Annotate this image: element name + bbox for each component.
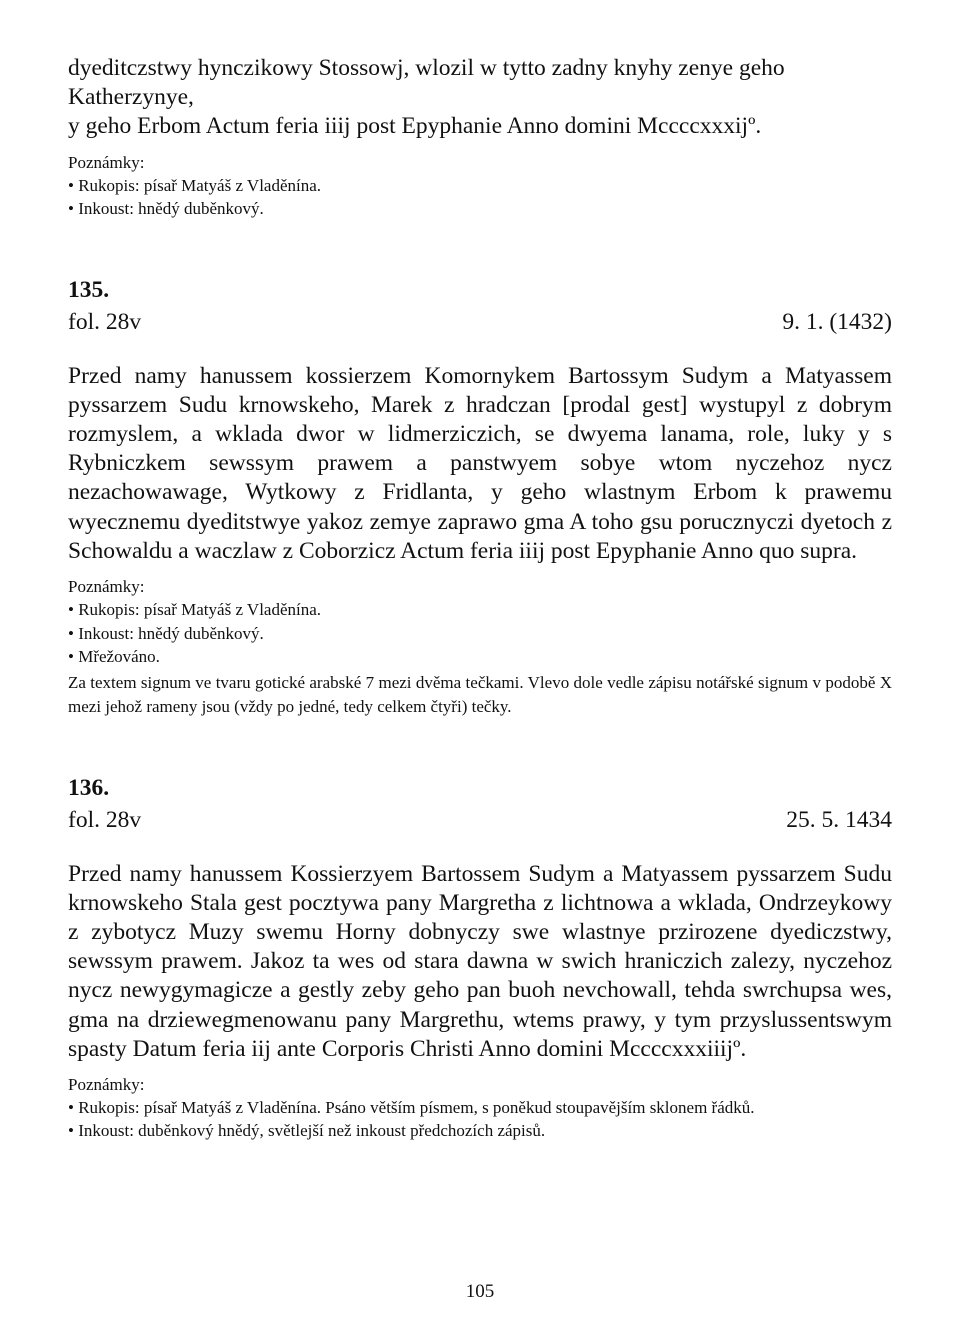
- entry-text: Przed namy hanussem Kossierzyem Bartossem Sudym a Matyassem pyssarzem Sudu krnowskeho Stala gest pocztywa pany Margretha z lichtnowa a wklada, Ondrzeykowy z zybotycz Muzy swemu Horny dobnyczy swe wlastnye przirozene dyediczstwy, sewssym prawem. Jakoz ta wes od stara dawna w swich hraniczich zalezy, nyczehoz nycz newygymagicze a gestly zeby geho pan buoh nevchowall, tehda swrchupsa wes, gma na drziewegmenowanu pany Margrethu, wtems prawy, y tym przyslussentswym spasty Datum feria iij ante Corporis Christi Anno domini Mccccxxxiiijº.: [68, 860, 892, 1062]
- note-paragraph: Za textem signum ve tvaru gotické arabské 7 mezi dvěma tečkami. Vlevo dole vedle zápisu notářské signum v podobě X mezi jehož rameny jsou (vždy po jedné, tedy celkem čtyři) tečky.: [68, 672, 892, 716]
- page-number: 105: [465, 1281, 495, 1302]
- note-item: • Inkoust: hnědý duběnkový.: [68, 622, 892, 646]
- note-item: • Rukopis: písař Matyáš z Vladěnína.: [68, 174, 892, 198]
- continuation-line-1: dyeditczstwy hynczikowy Stossowj, wlozil w tytto zadny knyhy zenye geho Katherzynye,: [68, 55, 785, 111]
- entry-body: [68, 860, 892, 1064]
- entry-meta: [68, 806, 892, 834]
- entry-folio: fol. 28v: [68, 308, 142, 335]
- entry-135: [68, 276, 892, 719]
- entry-number: 135.: [68, 276, 110, 303]
- continuation-entry: [68, 54, 892, 221]
- entry-folio: fol. 28v: [68, 806, 142, 833]
- entry-meta: [68, 308, 892, 336]
- entry-number: 136.: [68, 774, 110, 801]
- entry-date: 9. 1. (1432): [782, 308, 892, 335]
- entry-136: [68, 774, 892, 1143]
- notes-list: [68, 1096, 892, 1143]
- entry-notes: [68, 1074, 892, 1143]
- notes-list: [68, 598, 892, 669]
- entry-date: 25. 5. 1434: [786, 806, 892, 833]
- note-item: • Rukopis: písař Matyáš z Vladěnína. Psáno větším písmem, s poněkud stoupavějším sklonem řádků.: [68, 1096, 892, 1120]
- notes-label: Poznámky:: [68, 1074, 145, 1094]
- document-page: [68, 54, 892, 1143]
- notes-label: Poznámky:: [68, 152, 145, 172]
- entry-text: Przed namy hanussem kossierzem Komornykem Bartossym Sudym a Matyassem pyssarzem Sudu krnowskeho, Marek z hradczan [prodal gest] wystupyl z dobrym rozmyslem, a wklada dwor w lidmerziczich, se dwyema lanama, role, luky y s Rybniczkem sewssym prawem a panstwyem sobye wtom nyczehoz nycz nezachowawage, Wytkowy z Fridlanta, y geho wlastnym Erbom k prawemu wyecznemu dyeditstwye yakoz zemye zaprawo gma A toho gsu porucznyczi dyetoch z Schowaldu a waczlaw z Coborzicz Actum feria iiij post Epyphanie Anno quo supra.: [68, 362, 892, 564]
- entry-body: [68, 362, 892, 566]
- entry-notes: [68, 576, 892, 719]
- note-item: • Inkoust: hnědý duběnkový.: [68, 197, 892, 221]
- note-item: • Mřežováno.: [68, 645, 892, 669]
- note-item: • Inkoust: duběnkový hnědý, světlejší než inkoust předchozích zápisů.: [68, 1119, 892, 1143]
- notes-label: Poznámky:: [68, 577, 145, 597]
- note-item: • Rukopis: písař Matyáš z Vladěnína.: [68, 598, 892, 622]
- notes-list: [68, 174, 892, 221]
- continuation-notes: [68, 152, 892, 221]
- continuation-line-2: y geho Erbom Actum feria iiij post Epyphanie Anno domini Mccccxxxijº.: [68, 113, 762, 140]
